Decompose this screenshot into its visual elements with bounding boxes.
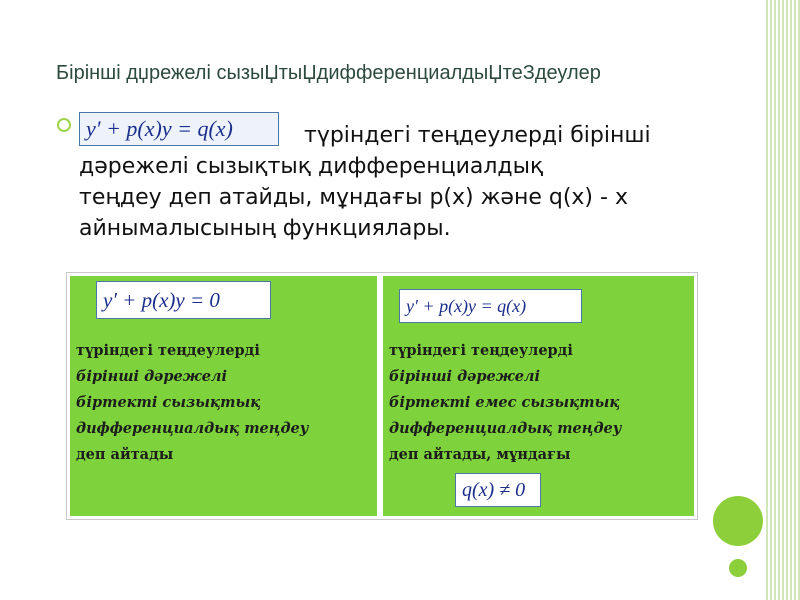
intro-line-1: түріндегі теңдеулерді бірінші (304, 123, 651, 148)
slide-title: Бірінші дџрежелі сызыЏтыЏдифференциалдыЏтеЗдеулер (56, 62, 601, 84)
intro-line-4: айнымалысының функциялары. (79, 216, 451, 241)
homogeneous-line-5: деп айтады (76, 446, 174, 463)
homogeneous-description (76, 338, 308, 468)
condition-formula: q(x) ≠ 0 (455, 473, 541, 507)
nonhomogeneous-description (389, 338, 621, 468)
decorative-circle-small (729, 559, 747, 577)
nonhomogeneous-formula: y′ + p(x)y = q(x) (399, 289, 582, 323)
homogeneous-line-4: дифференциалдық теңдеу (76, 420, 309, 437)
nonhomogeneous-line-1: түріндегі теңдеулерді (389, 342, 573, 359)
nonhomogeneous-line-3: біртекті емес сызықтық (389, 394, 620, 411)
decorative-stripes (764, 0, 800, 600)
homogeneous-formula: y′ + p(x)y = 0 (96, 281, 271, 319)
intro-line-2: дәрежелі сызықтық дифференциалдық (79, 154, 544, 179)
nonhomogeneous-line-4: дифференциалдық теңдеу (389, 420, 622, 437)
nonhomogeneous-line-5: деп айтады, мұндағы (389, 446, 571, 463)
intro-line-3: теңдеу деп атайды, мұндағы p(x) және q(x) - x (79, 185, 628, 210)
homogeneous-line-1: түріндегі теңдеулерді (76, 342, 260, 359)
nonhomogeneous-line-2: бірінші дәрежелі (389, 368, 541, 385)
decorative-circle-large (713, 496, 763, 546)
main-formula: y′ + p(x)y = q(x) (79, 112, 279, 146)
bullet-marker-icon (57, 118, 71, 132)
intro-paragraph (79, 120, 689, 244)
homogeneous-line-2: бірінші дәрежелі (76, 368, 228, 385)
homogeneous-line-3: біртекті сызықтық (76, 394, 261, 411)
